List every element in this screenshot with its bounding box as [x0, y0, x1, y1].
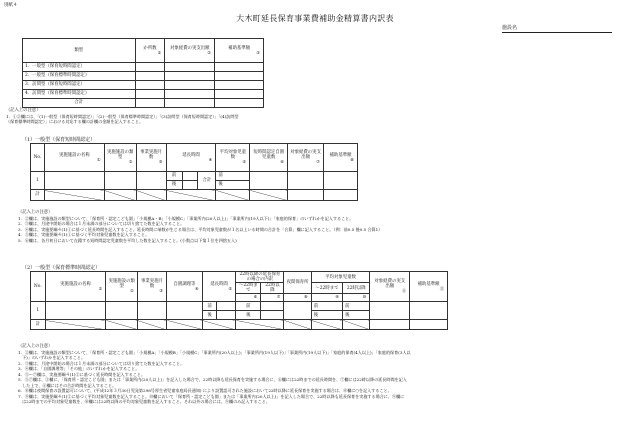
section2-table	[30, 271, 448, 330]
cell[interactable]	[167, 302, 203, 320]
cell[interactable]	[288, 172, 324, 190]
cell	[202, 320, 236, 330]
cell[interactable]	[165, 72, 215, 81]
s2-header-months: 事業実施月数 ③	[137, 272, 166, 302]
s2-circ-8: ⑧	[284, 294, 311, 302]
s2-avg-mae: 前	[311, 302, 342, 311]
cell[interactable]	[324, 172, 358, 190]
cell[interactable]	[215, 81, 264, 90]
cell[interactable]	[45, 302, 106, 320]
cell[interactable]	[261, 311, 284, 320]
s2-total-label: 計	[31, 320, 46, 330]
section1-table	[30, 143, 358, 201]
cell[interactable]	[135, 81, 165, 90]
s2-header-ext: 延長時間 ⑤	[202, 272, 236, 302]
s2-header-ext-breakdown: 22時以降の延長保育の場合の内訳	[236, 272, 284, 283]
s2-row-no: 1	[31, 302, 46, 320]
s1-ato: 後	[166, 181, 182, 190]
cell[interactable]	[165, 90, 215, 99]
s1-header-avg: 平均対象児童数 ⑤	[216, 144, 250, 172]
cell[interactable]	[182, 172, 198, 181]
cell[interactable]	[217, 302, 236, 311]
summary-notes: （記入上の注意） 1．①②欄には、「(1)一般型（保育短時間認定）」「(2)一般型（保育標準時間認定）」「(3)訪問型（保育短時間認定）」「(4)訪問型 （保育標準時間認定）」における対応する欄の計欄の金額を記入すること。	[6, 108, 239, 125]
cell[interactable]	[137, 302, 166, 320]
s1-header-ext: 延長時間 ④	[166, 144, 216, 172]
s2-sub-ext-after: 22時以降	[261, 283, 284, 294]
cell[interactable]	[250, 172, 288, 190]
facility-name-field[interactable]: 施設名	[502, 24, 612, 33]
cell[interactable]	[284, 302, 311, 320]
header-type: 類型	[23, 39, 136, 63]
cell[interactable]	[104, 172, 136, 190]
cell	[106, 320, 137, 330]
cell[interactable]	[215, 72, 264, 81]
cell[interactable]	[135, 99, 165, 108]
cell[interactable]	[135, 90, 165, 99]
cell[interactable]	[288, 190, 324, 201]
s1-row-no: 1	[31, 172, 45, 190]
section1-notes: （記入上の注意） 1．②欄は、実施施設の類型について、「保育所・認定こども園」「小規模A・B」「小規模C」「事業所内(20人以上)」「事業所内(19人以下)」「家庭的保育」のいずれかを記入すること。 2．③欄は、月途中開始の場合は１月未満の部分については切り捨てた数を記入すること。 3．④欄は、実施要綱４(1)①に基づく延長時間を記入すること。延長時間に端数が生じる場合は、平均対象児童数が１名以上いる時間の合計を「合算」欄に記入すること。（例：前0.5 後0.5 合算1） 4．⑤欄は、実施要綱４(1)①に基づく平均対象児童数を記入すること。 5．⑥欄は、各月初日において在籍する短時間認定児童数を平均した数を記入すること。(小数点以下第１位を四捨五入)	[18, 210, 383, 243]
form-number: 別紙４	[4, 3, 18, 8]
s2-circ-7: ⑦	[261, 294, 284, 302]
s1-header-months: 事業実施月数 ③	[136, 144, 166, 172]
cell[interactable]	[215, 90, 264, 99]
summary-row-3: 3．訪問型（保育短時間認定）	[23, 81, 136, 90]
s2-sub-avg-after: 22時以降	[343, 283, 370, 294]
summary-table	[22, 38, 264, 108]
s1-total-label: 計	[31, 190, 45, 201]
s2-header-no: No.	[31, 272, 46, 302]
cell[interactable]	[106, 302, 137, 320]
s1-header-name: 実施施設の名称 ①	[44, 144, 104, 172]
s2-header-type: 実施施設の類型 ②	[106, 272, 137, 302]
cell[interactable]	[136, 172, 166, 190]
header-standard: 補助基準額 ③	[215, 39, 264, 63]
cell	[136, 190, 166, 201]
summary-total-label: 合計	[23, 99, 136, 108]
cell	[167, 320, 203, 330]
s2-header-expense: 対象経費の実支出額 ⑪	[370, 272, 410, 302]
s2-sub-avg-22: 〜22時まで	[311, 283, 342, 294]
s2-header-avg: 平均対象児童数	[311, 272, 370, 283]
s1-header-standard: 補助基準額 ⑧	[324, 144, 358, 172]
s2-header-night: 夜間保育所	[284, 272, 311, 294]
header-count: か所数 ①	[135, 39, 165, 63]
section1-label: （1）一般型（保育短時間認定）	[22, 137, 96, 143]
cell[interactable]	[165, 81, 215, 90]
cell[interactable]	[410, 320, 448, 330]
s2-brk-mae: 前	[236, 302, 261, 311]
cell	[44, 190, 104, 201]
cell	[104, 190, 136, 201]
s2-circ-9: ⑨	[311, 294, 342, 302]
s2-avg-ato: 後	[311, 311, 342, 320]
cell	[166, 190, 216, 201]
cell	[311, 320, 342, 330]
cell	[45, 320, 106, 330]
s1-avg-mae: 前	[216, 172, 250, 181]
cell[interactable]	[215, 99, 264, 108]
s1-header-no: No.	[31, 144, 45, 172]
s2-ato: 後	[202, 311, 217, 320]
cell	[236, 320, 284, 330]
cell[interactable]	[165, 63, 215, 72]
cell[interactable]	[215, 63, 264, 72]
cell[interactable]	[370, 320, 410, 330]
s2-mae: 前	[202, 302, 217, 311]
section2-label: （2）一般型（保育標準時間認定）	[22, 265, 101, 271]
cell	[284, 320, 311, 330]
page-title: 大木町延長保育事業費補助金精算書内訳表	[236, 14, 394, 23]
cell	[216, 190, 250, 201]
cell	[250, 190, 288, 201]
s2-header-standard: 補助基準額 ⑫	[410, 272, 448, 302]
cell[interactable]	[217, 311, 236, 320]
s1-mae: 前	[166, 172, 182, 181]
cell[interactable]	[324, 190, 358, 201]
cell[interactable]	[165, 99, 215, 108]
s1-header-short: 短時間認定自園児童数 ⑥	[250, 144, 288, 172]
s2-header-cook: 自園調理等 ④	[167, 272, 203, 302]
cell[interactable]	[410, 302, 448, 320]
summary-row-2: 2．一般型（保育標準時間認定）	[23, 72, 136, 81]
cell[interactable]	[135, 63, 165, 72]
cell[interactable]	[135, 72, 165, 81]
s2-brk-ato: 後	[236, 311, 261, 320]
s2-sub-ext-22: 〜22時まで	[236, 283, 261, 294]
header-expense: 対象経費の実支出額 ②	[165, 39, 215, 63]
s1-gokei: 合計	[198, 172, 216, 190]
cell[interactable]	[261, 302, 284, 311]
section2-notes: （記入上の注意） 1．②欄は、実施施設の類型について、「保育所・認定こども園」「小規模A」「小規模B」「小規模C」「事業所内(20人以上)」「事業所内(19人以下)」「事業所内(19人以下)」「家庭的保育(4人以上)」「家庭的保育(3人以 下)」のいずれかを記入すること。 2．③欄は、月途中開始の場合は１月未満の部分については切り捨てた数を記入すること。 3．④欄は、「自園調理等」「その他」のいずれかを記入すること。 4．⑤〜⑦欄は、実施要綱４(1)②に基づく延長時間を記入すること。 5．⑤⑦欄は、②欄に、「保育所・認定こども園」または「事業所内(20人以上)」を記入した場合で、22時以降も延長保育を実施する場合に、⑥欄には22時までの延長時間を、⑦欄には22時以降の延長時間を記入 した上で、⑥欄にはその合計時間を記入すること。 6．⑧欄は夜間保育の設置認可について、(平成12年３月30日児発第298号厚生省児童家庭局長通知) により設置認可された施設において22時以降に延長保育を実施する場合は、⑧欄に○を記入すること。 7．⑨欄は、実施要綱４(1)②に基づく平均対象児童数を記入すること。⑩欄において「保育所・認定こども園」または「事業所内(20人以上)」を記入した場合で、22時以降も延長保育を実施する場合に、⑨欄に は22時までの平均対象児童数を、⑩欄には22時以降の平均対象児童数を記入すること。それ以外の場合には、⑨欄のみ記入すること。	[18, 344, 411, 405]
s2-circ-6: ⑥	[236, 294, 261, 302]
cell[interactable]	[44, 172, 104, 190]
cell	[137, 320, 166, 330]
s2-circ-10: ⑩	[343, 294, 370, 302]
s1-avg-ato: 後	[216, 181, 250, 190]
cell[interactable]	[370, 302, 410, 320]
cell[interactable]	[182, 181, 198, 190]
s2-avg2-ato: 後	[343, 311, 370, 320]
summary-row-1: 1．一般型（保育短時間認定）	[23, 63, 136, 72]
s2-avg2-mae: 前	[343, 302, 370, 311]
cell	[343, 320, 370, 330]
s2-header-name: 実施施設の名称 ①	[45, 272, 106, 302]
summary-row-4: 4．訪問型（保育標準時間認定）	[23, 90, 136, 99]
s1-header-expense: 対象経費の実支出額 ⑦	[288, 144, 324, 172]
s1-header-type: 実施施設の類型 ②	[104, 144, 136, 172]
